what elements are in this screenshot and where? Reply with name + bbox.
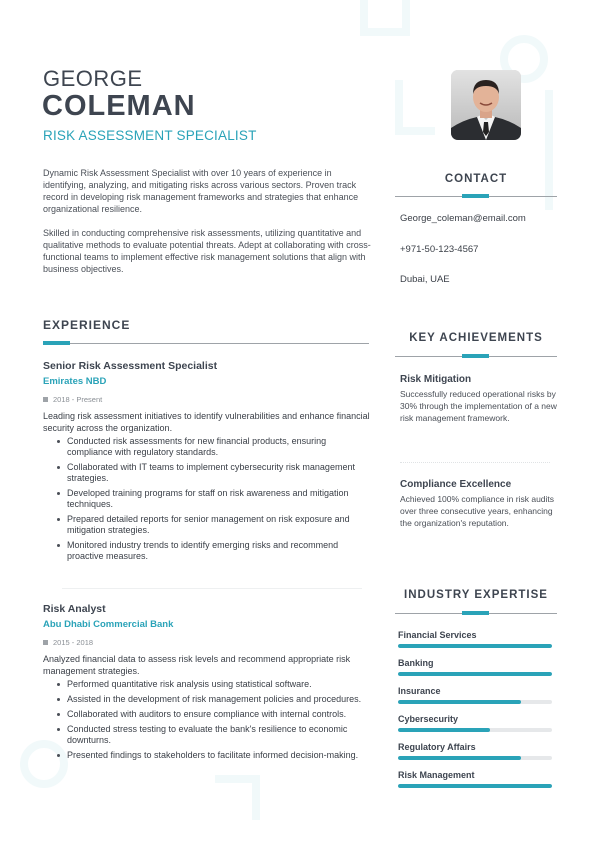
job-dates bbox=[43, 638, 373, 647]
expertise-bar-fill bbox=[398, 756, 521, 760]
job-bullet: Collaborated with auditors to ensure compliance with internal controls. bbox=[55, 709, 373, 720]
experience-entry bbox=[43, 360, 373, 566]
job-bullet-list bbox=[55, 436, 373, 562]
expertise-bar-track bbox=[398, 644, 552, 648]
summary-paragraph: Dynamic Risk Assessment Specialist with over 10 years of experience in identifying, analyzing, and mitigating risks across various sectors. Proven track record in developing risk management frameworks and strategies that enhance organizational resilience. bbox=[43, 168, 359, 214]
expertise-label: Regulatory Affairs bbox=[398, 742, 476, 752]
job-dates bbox=[43, 395, 373, 404]
expertise-item bbox=[398, 742, 552, 760]
expertise-label: Risk Management bbox=[398, 770, 475, 780]
achievement-title: Compliance Excellence bbox=[400, 479, 512, 490]
job-dates-text: 2018 - Present bbox=[53, 395, 103, 404]
professional-summary bbox=[43, 167, 373, 275]
expertise-bar-track bbox=[398, 756, 552, 760]
achievement-item bbox=[400, 374, 560, 424]
job-bullet: Conducted stress testing to evaluate the bank's resilience to economic downturns. bbox=[55, 724, 373, 746]
expertise-bar-fill bbox=[398, 644, 552, 648]
expertise-bar-fill bbox=[398, 784, 552, 788]
expertise-bar-fill bbox=[398, 700, 521, 704]
expertise-bar-track bbox=[398, 672, 552, 676]
job-description: Leading risk assessment initiatives to identify vulnerabilities and enhance financial security across the organization. bbox=[43, 411, 370, 433]
achievement-description: Successfully reduced operational risks by 30% through the implementation of a new risk management framework. bbox=[400, 389, 557, 423]
calendar-icon bbox=[43, 397, 48, 402]
job-bullet: Conducted risk assessments for new financial products, ensuring compliance with regulatory standards. bbox=[55, 436, 373, 458]
contact-heading: CONTACT bbox=[444, 173, 508, 185]
job-bullet-list bbox=[55, 679, 373, 761]
section-divider bbox=[395, 356, 557, 357]
expertise-bar-track bbox=[398, 700, 552, 704]
experience-heading: EXPERIENCE bbox=[43, 318, 131, 332]
calendar-icon bbox=[43, 640, 48, 645]
expertise-label: Insurance bbox=[398, 686, 441, 696]
expertise-label: Cybersecurity bbox=[398, 714, 459, 724]
job-bullet: Monitored industry trends to identify emerging risks and recommend proactive measures. bbox=[55, 540, 373, 562]
expertise-item bbox=[398, 686, 552, 704]
expertise-bar-fill bbox=[398, 672, 552, 676]
section-divider bbox=[43, 343, 369, 344]
expertise-heading: INDUSTRY EXPERTISE bbox=[404, 589, 548, 601]
section-divider bbox=[395, 196, 557, 197]
achievement-title: Risk Mitigation bbox=[400, 374, 472, 385]
contact-email[interactable]: George_coleman@email.com bbox=[400, 213, 526, 224]
achievements-heading: KEY ACHIEVEMENTS bbox=[409, 332, 543, 344]
expertise-item bbox=[398, 658, 552, 676]
summary-paragraph: Skilled in conducting comprehensive risk assessments, utilizing quantitative and qualitative methods to evaluate potential threats. Adept at collaborating with cross-functional teams to implement effective risk management solutions that align with business objectives. bbox=[43, 228, 371, 274]
job-bullet: Collaborated with IT teams to implement cybersecurity risk management strategies. bbox=[55, 462, 373, 484]
job-dates-text: 2015 - 2018 bbox=[53, 638, 94, 647]
expertise-label: Banking bbox=[398, 658, 434, 668]
experience-entry bbox=[43, 603, 373, 765]
contact-location: Dubai, UAE bbox=[400, 274, 450, 285]
contact-phone[interactable]: +971-50-123-4567 bbox=[400, 244, 479, 255]
job-bullet: Presented findings to stakeholders to facilitate informed decision-making. bbox=[55, 750, 373, 761]
expertise-bar-fill bbox=[398, 728, 490, 732]
job-role: Senior Risk Assessment Specialist bbox=[43, 360, 218, 372]
job-title: RISK ASSESSMENT SPECIALIST bbox=[43, 128, 257, 143]
achievement-item bbox=[400, 479, 560, 529]
achievement-divider bbox=[400, 462, 550, 463]
job-bullet: Assisted in the development of risk management policies and procedures. bbox=[55, 694, 373, 705]
job-description: Analyzed financial data to assess risk levels and recommend appropriate risk management strategies. bbox=[43, 654, 351, 676]
expertise-item bbox=[398, 630, 552, 648]
job-bullet: Performed quantitative risk analysis using statistical software. bbox=[55, 679, 373, 690]
achievement-description: Achieved 100% compliance in risk audits over three consecutive years, enhancing the organization's reputation. bbox=[400, 494, 555, 528]
section-divider bbox=[395, 613, 557, 614]
entry-divider bbox=[62, 588, 362, 589]
job-bullet: Developed training programs for staff on risk awareness and mitigation techniques. bbox=[55, 488, 373, 510]
expertise-label: Financial Services bbox=[398, 630, 477, 640]
expertise-item bbox=[398, 714, 552, 732]
profile-photo bbox=[451, 70, 521, 140]
job-role: Risk Analyst bbox=[43, 603, 106, 615]
expertise-item bbox=[398, 770, 552, 788]
expertise-bar-track bbox=[398, 784, 552, 788]
job-company: Abu Dhabi Commercial Bank bbox=[43, 619, 174, 630]
expertise-bar-track bbox=[398, 728, 552, 732]
first-name: GEORGE bbox=[43, 66, 143, 91]
last-name: COLEMAN bbox=[42, 90, 196, 122]
job-bullet: Prepared detailed reports for senior management on risk exposure and mitigation strategies. bbox=[55, 514, 373, 536]
job-company: Emirates NBD bbox=[43, 376, 107, 387]
